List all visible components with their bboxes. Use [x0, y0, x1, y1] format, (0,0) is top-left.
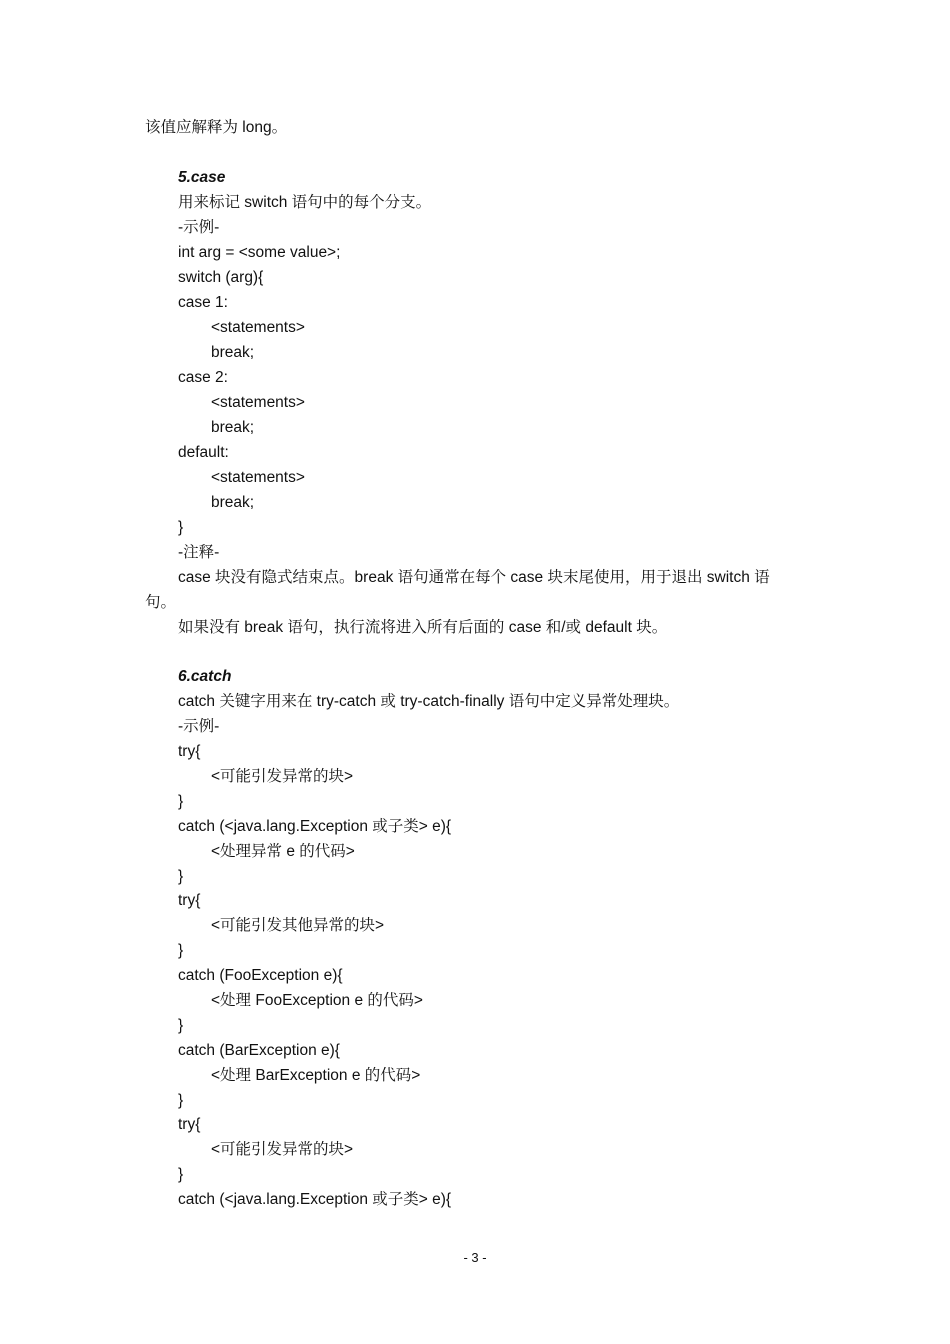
intro-text: 该值应解释为 long。	[145, 119, 288, 136]
section-heading-case: 5.case	[178, 169, 226, 186]
example-label: -示例-	[178, 219, 220, 236]
code-line: case 2:	[178, 369, 228, 386]
code-line: try{	[178, 743, 201, 760]
note-paragraph-continuation: 句。	[145, 594, 177, 611]
code-line: try{	[178, 1116, 201, 1133]
notes-label: -注释-	[178, 544, 220, 561]
code-line: int arg = <some value>;	[178, 244, 341, 261]
code-line: <statements>	[211, 319, 305, 336]
page-number: - 3 -	[463, 1250, 487, 1265]
code-line: <处理 FooException e 的代码>	[211, 992, 423, 1009]
code-line: catch (BarException e){	[178, 1042, 340, 1059]
code-line: break;	[211, 494, 255, 511]
code-line: <处理 BarException e 的代码>	[211, 1067, 421, 1084]
code-line: <statements>	[211, 469, 305, 486]
example-label: -示例-	[178, 718, 220, 735]
code-line: }	[178, 793, 184, 810]
code-line: }	[178, 868, 184, 885]
code-line: <处理异常 e 的代码>	[211, 843, 355, 860]
code-line: <可能引发异常的块>	[211, 1141, 354, 1158]
code-line: switch (arg){	[178, 269, 264, 286]
section-description: 用来标记 switch 语句中的每个分支。	[178, 194, 432, 211]
section-heading-catch: 6.catch	[178, 668, 232, 685]
code-line: }	[178, 1017, 184, 1034]
code-line: }	[178, 1166, 184, 1183]
code-line: }	[178, 942, 184, 959]
code-line: <可能引发其他异常的块>	[211, 917, 385, 934]
code-line: case 1:	[178, 294, 228, 311]
code-line: <可能引发异常的块>	[211, 768, 354, 785]
note-paragraph: case 块没有隐式结束点。break 语句通常在每个 case 块末尾使用，用于退出 switch 语	[178, 569, 770, 586]
code-line: catch (<java.lang.Exception 或子类> e){	[178, 818, 452, 835]
code-line: catch (<java.lang.Exception 或子类> e){	[178, 1191, 452, 1208]
code-line: break;	[211, 344, 255, 361]
section-description: catch 关键字用来在 try-catch 或 try-catch-finally 语句中定义异常处理块。	[178, 693, 680, 710]
code-line: }	[178, 519, 184, 536]
code-line: <statements>	[211, 394, 305, 411]
code-line: }	[178, 1092, 184, 1109]
note-paragraph: 如果没有 break 语句，执行流将进入所有后面的 case 和/或 default 块。	[178, 619, 668, 636]
code-line: try{	[178, 892, 201, 909]
code-line: catch (FooException e){	[178, 967, 343, 984]
code-line: break;	[211, 419, 255, 436]
code-line: default:	[178, 444, 229, 461]
